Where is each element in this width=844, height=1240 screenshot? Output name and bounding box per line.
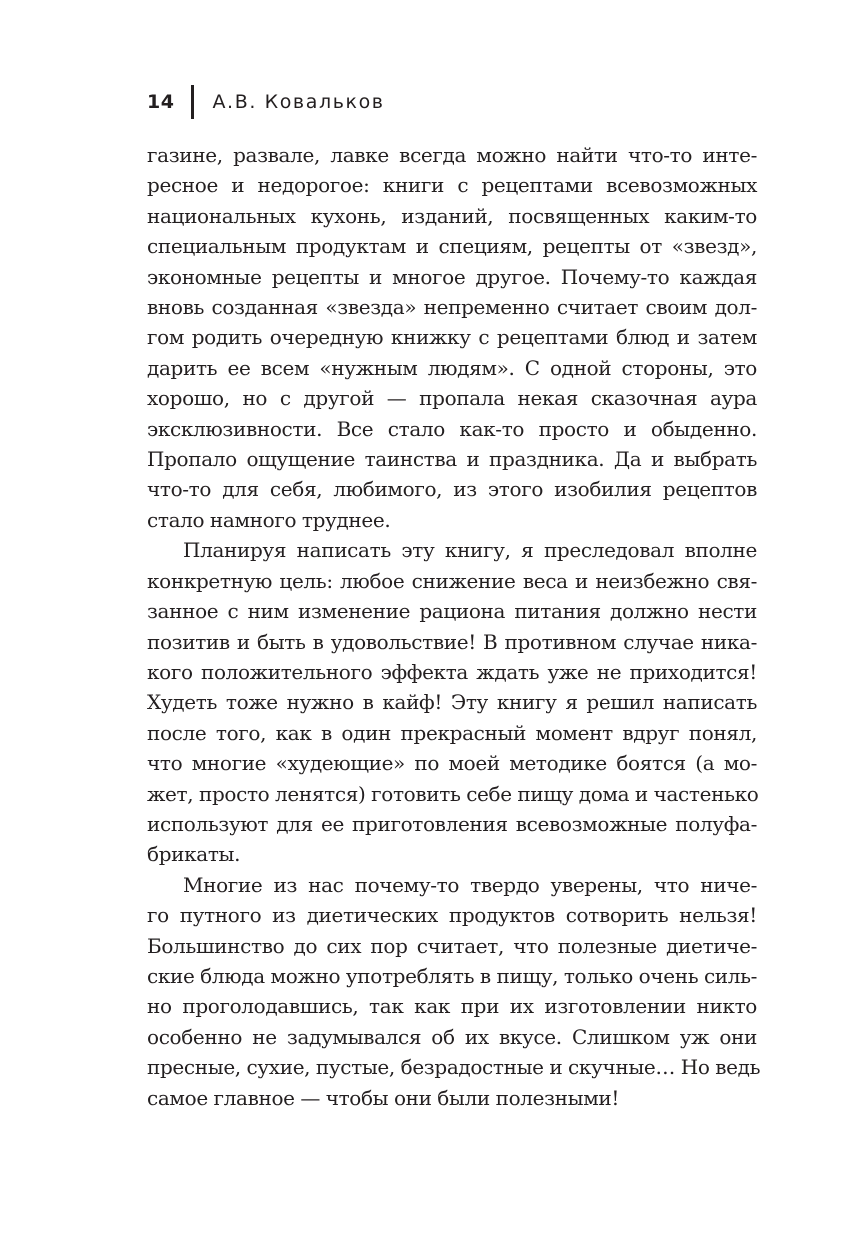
text-line: Многие из нас почему-то твердо уверены, что ниче- bbox=[183, 872, 757, 897]
text-line: кого положительного эффекта ждать уже не приходится! bbox=[147, 659, 757, 684]
text-line: что многие «худеющие» по моей методике боятся (а мо- bbox=[147, 751, 757, 776]
text-line: вновь созданная «звезда» непременно считает своим дол- bbox=[147, 295, 757, 320]
text-line: эксклюзивности. Все стало как-то просто и обыденно. bbox=[147, 416, 757, 441]
text-line: национальных кухонь, изданий, посвященных каким-то bbox=[147, 203, 757, 228]
text-line: Большинство до сих пор считает, что полезные диетиче- bbox=[147, 933, 757, 958]
text-line: но проголодавшись, так как при их изготовлении никто bbox=[147, 994, 757, 1019]
text-line: хорошо, но с другой — пропала некая сказочная аура bbox=[147, 386, 757, 411]
text-line: Пропало ощущение таинства и праздника. Да и выбрать bbox=[147, 447, 757, 472]
text-line: особенно не задумывался об их вкусе. Слишком уж они bbox=[147, 1024, 757, 1049]
paragraph bbox=[147, 140, 757, 535]
page-number: 14 bbox=[147, 91, 175, 113]
text-line: самое главное — чтобы они были полезными! bbox=[147, 1085, 620, 1110]
text-line: жет, просто ленятся) готовить себе пищу дома и частенько bbox=[147, 781, 759, 806]
header-divider bbox=[191, 85, 194, 119]
text-line: экономные рецепты и многое другое. Почему-то каждая bbox=[147, 264, 757, 289]
text-line: стало намного труднее. bbox=[147, 507, 391, 532]
running-head bbox=[147, 82, 385, 122]
text-line: позитив и быть в удовольствие! В противном случае ника- bbox=[147, 629, 757, 654]
text-line: дарить ее всем «нужным людям». С одной стороны, это bbox=[147, 355, 757, 380]
text-line: что-то для себя, любимого, из этого изобилия рецептов bbox=[147, 477, 757, 502]
text-line: специальным продуктам и специям, рецепты от «звезд», bbox=[147, 234, 757, 259]
text-line: газине, развале, лавке всегда можно найти что-то инте- bbox=[147, 143, 757, 167]
text-line: Планируя написать эту книгу, я преследовал вполне bbox=[183, 538, 757, 563]
text-line: занное с ним изменение рациона питания должно нести bbox=[147, 599, 757, 624]
text-line: ресное и недорогое: книги с рецептами всевозможных bbox=[147, 173, 757, 198]
paragraph bbox=[147, 870, 761, 1113]
text-line: брикаты. bbox=[147, 842, 241, 867]
text-line: ские блюда можно употреблять в пищу, только очень силь- bbox=[147, 963, 758, 988]
text-line: го путного из диетических продуктов сотворить нельзя! bbox=[147, 903, 757, 928]
body-text bbox=[147, 140, 761, 1113]
text-line: конкретную цель: любое снижение веса и неизбежно свя- bbox=[147, 568, 757, 593]
text-line: пресные, сухие, пустые, безрадостные и скучные… Но ведь bbox=[147, 1055, 761, 1080]
text-line: гом родить очередную книжку с рецептами блюд и затем bbox=[147, 325, 757, 350]
text-line: после того, как в один прекрасный момент вдруг понял, bbox=[147, 720, 757, 745]
paragraph bbox=[147, 535, 757, 869]
text-line: Худеть тоже нужно в кайф! Эту книгу я решил написать bbox=[147, 690, 757, 715]
text-line: используют для ее приготовления всевозможные полуфа- bbox=[147, 811, 757, 836]
author-name: А.В. Ковальков bbox=[212, 91, 385, 113]
